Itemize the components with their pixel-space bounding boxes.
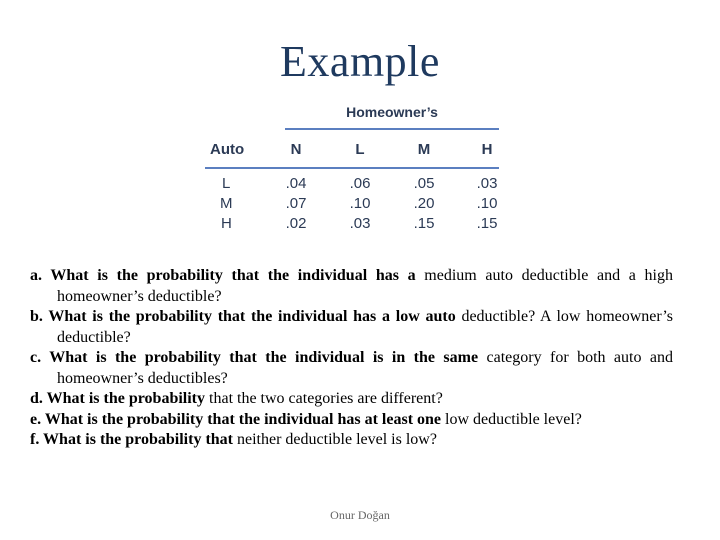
table-cell: .20	[413, 195, 435, 212]
question-item	[30, 348, 673, 389]
question-item	[30, 266, 673, 307]
question-lead: c. What is the probability that the individual is in the same	[30, 349, 479, 366]
table-row-header-label: Auto	[210, 141, 245, 158]
question-item	[30, 389, 673, 410]
question-rest: medium auto deductible and a high homeowner’s deductible?	[57, 267, 673, 305]
table-cell: .02	[285, 215, 307, 232]
question-rest: low deductible level?	[441, 410, 582, 428]
question-list	[30, 266, 673, 451]
table-col-header: H	[481, 141, 493, 158]
table-top-rule	[285, 128, 499, 130]
table-row-label: L	[222, 175, 231, 192]
question-lead: e. What is the probability that the individual has at least one	[30, 410, 442, 428]
question-item	[30, 430, 673, 451]
table-col-header: N	[290, 141, 302, 158]
question-lead: d. What is the probability	[30, 390, 206, 407]
table-cell: .15	[476, 215, 498, 232]
question-rest: that the two categories are different?	[205, 390, 443, 407]
table-cell: .05	[413, 175, 435, 192]
table-row-label: H	[221, 215, 232, 232]
table-cell: .10	[476, 195, 498, 212]
table-cell: .10	[349, 195, 371, 212]
table-header-rule	[205, 167, 499, 169]
page-title: Example	[280, 37, 440, 86]
table-cell: .06	[349, 175, 371, 192]
table-cell: .03	[476, 175, 498, 192]
question-lead: a. What is the probability that the individual has a	[30, 267, 416, 284]
table-col-header: L	[355, 141, 365, 158]
question-rest: category for both auto and homeowner’s deductibles?	[57, 349, 674, 387]
question-rest: neither deductible level is low?	[233, 431, 437, 448]
table-cell: .03	[349, 215, 371, 232]
question-lead: f. What is the probability that	[30, 431, 233, 448]
footer-author: Onur Doğan	[330, 508, 390, 522]
question-item	[30, 410, 673, 431]
question-item	[30, 307, 673, 348]
table-row-label: M	[220, 195, 233, 212]
table-group-header: Homeowner’s	[346, 104, 438, 120]
table-cell: .07	[285, 195, 307, 212]
probability-table	[205, 104, 505, 238]
table-col-header: M	[417, 141, 431, 158]
question-lead: b. What is the probability that the individual has a low auto	[30, 308, 456, 325]
table-cell: .04	[285, 175, 307, 192]
question-rest: deductible? A low homeowner’s deductible?	[57, 308, 673, 346]
table-cell: .15	[413, 215, 435, 232]
